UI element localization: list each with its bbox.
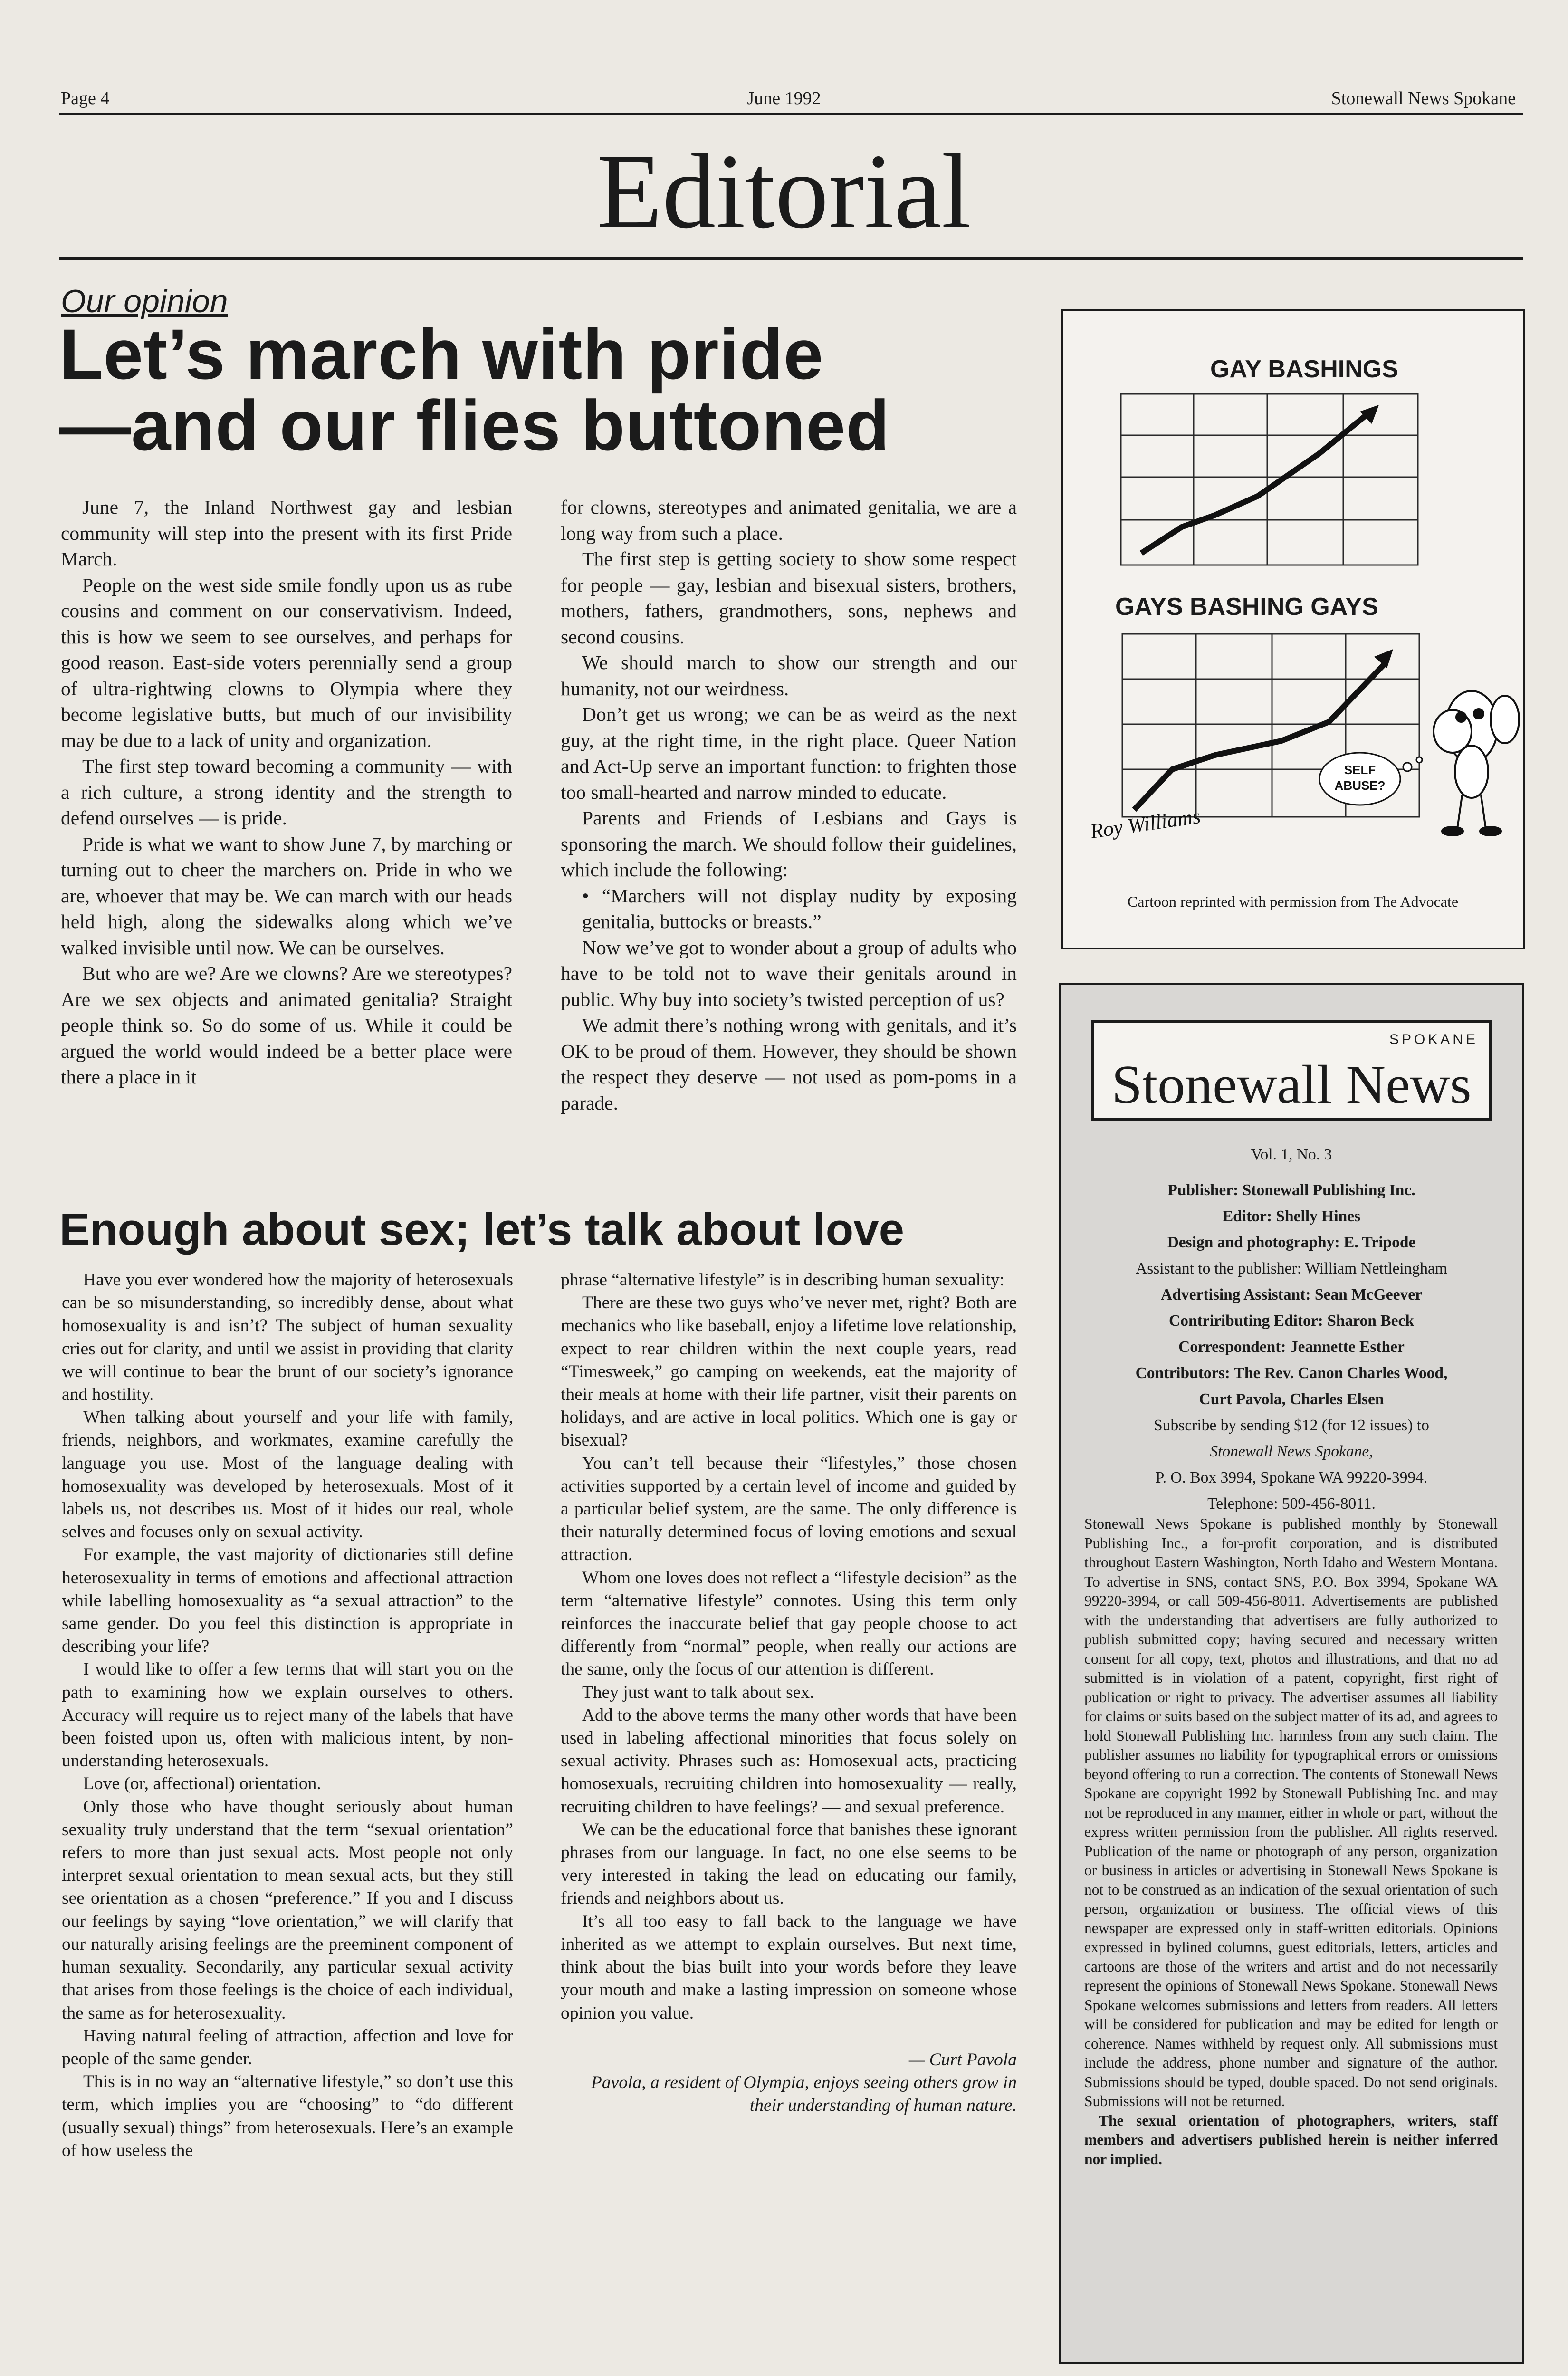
stonewall-logo [1091,1020,1492,1121]
paragraph: We should march to show our strength and our humanity, not our weirdness. [561,651,1017,699]
credit-line: Correspondent: Jeannette Esther [1178,1338,1405,1356]
cartoon-character [1434,691,1519,835]
paragraph: Only those who have thought seriously about human sexuality truly understand that the term “sexual orientation” refers to more than just sexual acts. Most people not only interpret sexual orientation to mean sexual acts, but they still see orientation as a chosen “preference.” If you and I discuss our feelings by saying “love orientation,” we will clarify that our naturally arising feelings are the preeminent component of human sexuality. Secondarily, any particular sexual activity that arises from those feelings is the choice of each individual, the same as for heterosexuality. [62,1797,513,2023]
paragraph: Don’t get us wrong; we can be as weird as the next guy, at the right time, in the right place. Queer Nation and Act-Up serve an important function: to frighten those too small-hearted and narrow minded to educate. [561,703,1017,803]
paragraph: You can’t tell because their “lifestyles,” those chosen activities supported by a certain level of income and guided by a particular belief system, are the same. The only difference is their naturally determined focus of loving emotions and sexual attraction. [561,1453,1017,1565]
subscribe-line: Subscribe by sending $12 (for 12 issues) to [1154,1417,1429,1434]
bullet-item: • “Marchers will not display nudity by exposing genitalia, buttocks or breasts.” [582,884,1017,932]
article-column-right [561,1269,1017,2117]
article-headline: Enough about sex; let’s talk about love [59,1204,905,1255]
artist-signature: Roy Williams [1089,804,1202,843]
masthead-box [1059,983,1524,2364]
paragraph: People on the west side smile fondly upon us as rube cousins and comment on our conservativism. Indeed, this is how we seem to see ourselves, and perhaps for good reason. East-side voters perennially send a group of ultra-rightwing clowns to Olympia where they become legislative butts, but much of our invisibility may be due to a lack of unity and organization. [61,574,512,751]
headline-line-2: —and our flies buttoned [59,385,890,465]
paragraph: Parents and Friends of Lesbians and Gays is sponsoring the march. We should follow their guidelines, which include the following: [561,807,1017,881]
paragraph: Pride is what we want to show June 7, by marching or turning out to cheer the marchers on. Pride in who we are, whoever that may be. We can march with our heads held high, along the sidewalks along which we’ve walked invisible until now. We can be ourselves. [61,833,512,958]
paragraph: For example, the vast majority of dictionaries still define heterosexuality in terms of emotions and affectional attraction while labelling homosexuality as “a sexual attraction” to the same gender. Do you feel this distinction is appropriate in describing your life? [62,1545,513,1657]
credit-line: Publisher: Stonewall Publishing Inc. [1167,1181,1415,1199]
paper-name-header: Stonewall News Spokane [1331,88,1516,108]
paragraph: Have you ever wondered how the majority of heterosexuals can be so misunderstanding, so incredibly dense, about what homosexuality is and isn’t? The subject of human sexuality cries out for clarity, and until we assist in providing that clarity we will continue to bear the brunt of our society’s ignorance and hostility. [62,1270,513,1405]
paragraph: There are these two guys who’ve never met, right? Both are mechanics who like baseball, enjoy a lifetime love relationship, expect to rear children within the next couple years, read “Timesweek,” go camping on weekends, eat the majority of their meals at home with their life partner, visit their parents on holidays, and are active in local politics. Which one is gay or bisexual? [561,1293,1017,1450]
orientation-note: The sexual orientation of photographers, writers, staff members and advertisers published herein is neither inferred nor implied. [1084,2112,1498,2167]
paragraph: This is in no way an “alternative lifestyle,” so don’t use this term, which implies you are “choosing” to “do different (usually sexual) things” from heterosexuals. Here’s an example of how useless the [62,2072,513,2160]
cartoon-box [1061,309,1525,949]
paragraph: phrase “alternative lifestyle” is in describing human sexuality: [561,1270,1005,1290]
cartoon-title-1: GAY BASHINGS [1210,355,1398,383]
subscribe-line: Stonewall News Spokane, [1210,1443,1373,1460]
staff-credits [1061,1141,1522,1517]
bubble-text-2: ABUSE? [1334,778,1386,793]
paragraph: The first step is getting society to show some respect for people — gay, lesbian and bisexual sisters, brothers, mothers, fathers, grandmothers, sons, nephews and second cousins. [561,548,1017,648]
credit-line: Editor: Shelly Hines [1222,1207,1361,1225]
bubble-text-1: SELF [1344,763,1376,777]
paragraph: The first step toward becoming a community — with a rich culture, a strong identity and the strength to defend ourselves — is pride. [61,755,512,829]
editorial-column-right [561,494,1017,1116]
paragraph: We admit there’s nothing wrong with genitals, and it’s OK to be proud of them. However, they should be shown the respect they deserve — not used as pom-poms in a parade. [561,1014,1017,1114]
page-number: Page 4 [61,88,110,108]
cartoon-drawing [1063,311,1523,872]
cartoon-title-2: GAYS BASHING GAYS [1115,593,1378,621]
paragraph: I would like to offer a few terms that will start you on the path to examining how we explain ourselves to others. Accuracy will require us to reject many of the labels that have been foisted upon us, often with malicious intent, by non-understanding heterosexuals. [62,1659,513,1771]
paragraph: They just want to talk about sex. [582,1682,814,1702]
paragraph: But who are we? Are we clowns? Are we stereotypes? Are we sex objects and animated genitalia? Straight people think so. So do some of us. While it could be argued the world would indeed be a better place were there a place in it [61,962,512,1088]
paragraph: June 7, the Inland Northwest gay and lesbian community will step into the present with its first Pride March. [61,496,512,570]
section-title: Editorial [597,132,971,250]
trend-line-1 [1141,411,1372,553]
editorial-kicker: Our opinion [61,283,228,319]
editorial-headline [59,314,1010,465]
credit-line: Curt Pavola, Charles Elsen [1199,1390,1384,1408]
header-rule [59,113,1523,115]
credit-line: Contriributing Editor: Sharon Beck [1169,1312,1414,1330]
issue-date: June 1992 [747,88,821,108]
logo-spokane: SPOKANE [1389,1032,1478,1047]
fine-print: Stonewall News Spokane is published monthly by Stonewall Publishing Inc., a for-profit corporation, and is distributed throughout Eastern Washington, North Idaho and Western Montana. To advertise in SNS, contact SNS, P.O. Box 3994, Spokane WA 99220-3994, or call 509-456-8011. Advertisements are published with the understanding that advertisers are fully authorized to publish submitted copy; having secured and necessary written consent for all copy, text, photos and illustrations, and that no ad submitted is in violation of a patent, copyright, first right of publication or right to privacy. The advertiser assumes all liability for claims or suits based on the subject matter of its ad, and agrees to hold Stonewall Publishing Inc. harmless from any such claim. The publisher assumes no liability for typographical errors or omissions beyond offering to run a correction. The contents of Stonewall News Spokane are copyright 1992 by Stonewall Publishing Inc. and may not be reproduced in any manner, either in whole or part, without the express written permission from the publisher. All rights reserved. Publication of the name or photograph of any person, organization or business in articles or advertising in Stonewall News Spokane is not to be construed as an indication of the sexual orientation of such person, organization or business. The official views of this newspaper are expressed only in staff-written editorials. Opinions expressed in bylined columns, guest editorials, letters, articles and cartoons are those of the writers and artist and do not necessarily represent the opinions of Stonewall News Spokane. Stonewall News Spokane welcomes submissions and letters from readers. All letters will be considered for publication and may be edited for length or coherence. Names withheld by request only. All submissions must include the address, phone number and signature of the author. Submissions should be typed, double spaced. Do not send originals. Submissions will not be returned. [1084,1515,1498,2109]
cartoon-caption: Cartoon reprinted with permission from The Advocate [1127,893,1459,910]
paragraph: We can be the educational force that banishes these ignorant phrases from our language. In fact, no one else seems to be very interested in taking the lead on educating our family, friends and neighbors about us. [561,1820,1017,1908]
masthead-rule [59,257,1523,260]
byline: — Curt Pavola [908,2050,1017,2069]
credit-line: Design and photography: E. Tripode [1167,1234,1416,1251]
paragraph: Now we’ve got to wonder about a group of adults who have to be told not to wave their genitals around in public. Why buy into society’s twisted perception of us? [561,936,1017,1010]
subscribe-line: Telephone: 509-456-8011. [1207,1495,1376,1513]
credit-line: Contributors: The Rev. Canon Charles Wood, [1135,1364,1448,1382]
editorial-column-left [61,494,512,1090]
author-bio: Pavola, a resident of Olympia, enjoys seeing others grow in their understanding of human nature. [591,2072,1017,2116]
paragraph: Having natural feeling of attraction, affection and love for people of the same gender. [62,2026,513,2069]
paragraph: It’s all too easy to fall back to the language we have inherited as we attempt to explain ourselves. But next time, think about the bias built into your words before they leave your mouth and make a lasting impression on someone whose opinion you value. [561,1911,1017,2023]
logo-name: Stonewall News [1111,1054,1472,1115]
subscribe-line: P. O. Box 3994, Spokane WA 99220-3994. [1155,1469,1428,1486]
credit-line: Assistant to the publisher: William Nettleingham [1136,1260,1447,1277]
paragraph: Whom one loves does not reflect a “lifestyle decision” as the term “alternative lifestyle” connotes. Using this term only reinforces the inaccurate belief that gay people choose to act differently from “normal” people, when really our actions are the same, only the focus of our attention is different. [561,1568,1017,1679]
paragraph: Love (or, affectional) orientation. [83,1774,321,1794]
publication-notice [1084,1514,1498,2169]
credit-line: Advertising Assistant: Sean McGeever [1161,1286,1422,1303]
headline-line-1: Let’s march with pride [59,314,824,394]
paragraph: for clowns, stereotypes and animated genitalia, we are a long way from such a place. [561,496,1017,544]
paragraph: Add to the above terms the many other words that have been used in labeling affectional minorities that focus solely on sexual activity. Phrases such as: Homosexual acts, practicing homosexuals, recruiting children into homosexuality — really, recruiting children to have feelings? — and sexual preference. [561,1705,1017,1817]
paragraph: When talking about yourself and your life with family, friends, neighbors, and workmates, examine carefully the language you use. Most of the language dealing with homosexuality was developed by heterosexuals. Most of it labels us, not describes us. Most of it hides our real, whole selves and focuses only on sexual activity. [62,1408,513,1542]
article-column-left [62,1269,513,2162]
volume: Vol. 1, No. 3 [1251,1146,1332,1163]
